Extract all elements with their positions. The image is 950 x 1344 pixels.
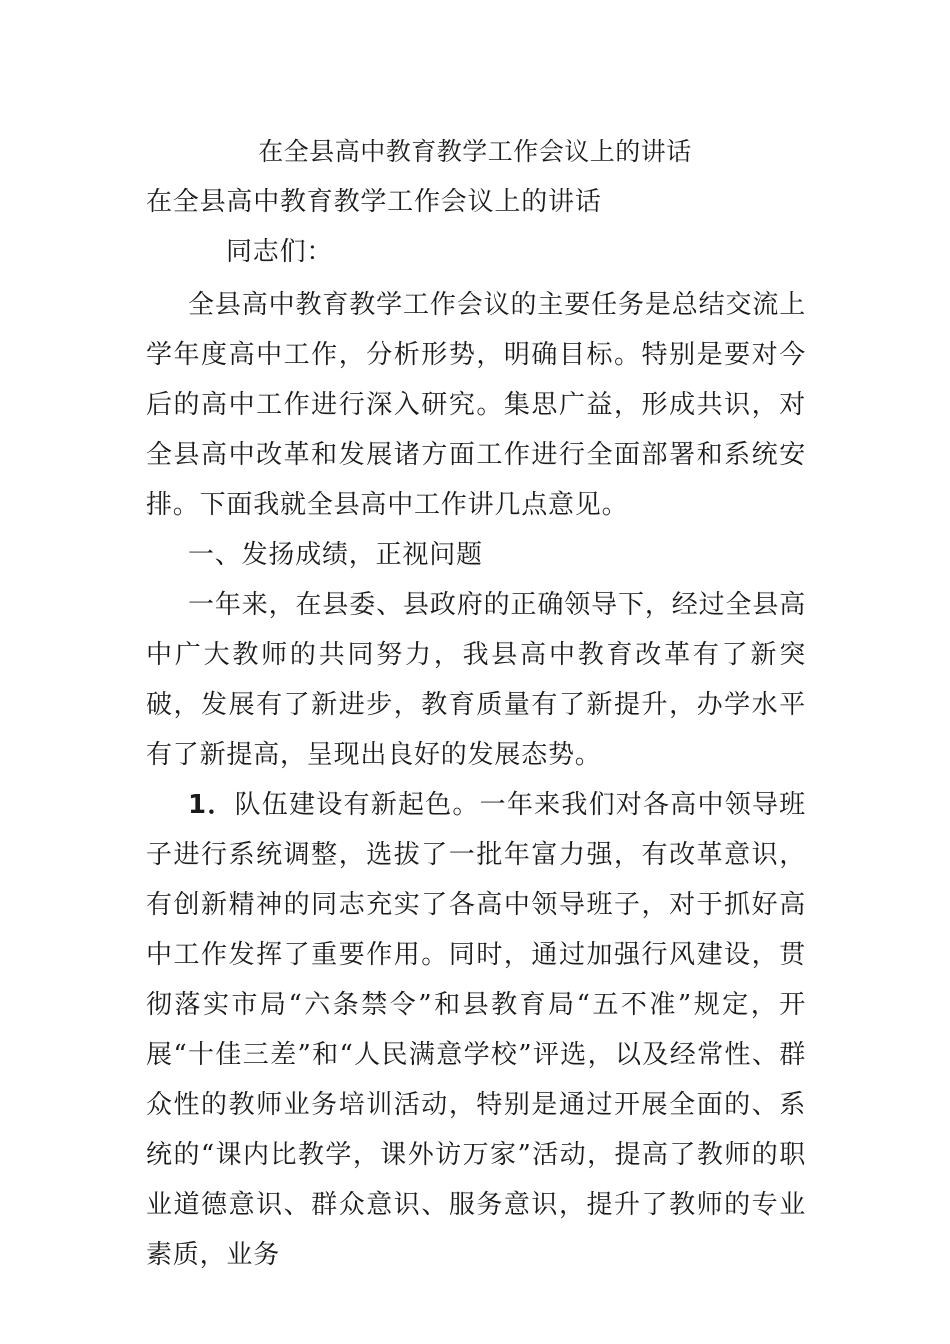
intro-paragraph: 全县高中教育教学工作会议的主要任务是总结交流上学年度高中工作，分析形势，明确目标。特别是要对今后的高中工作进行深入研究。集思广益，形成共识，对全县高中改革和发展诸方面工作进行全面部署和系统安排。下面我就全县高中工作讲几点意见。 — [146, 290, 806, 520]
item-1-number: 1． — [188, 790, 235, 820]
summary-paragraph: 一年来，在县委、县政府的正确领导下，经过全县高中广大教师的共同努力，我县高中教育改革有了新突破，发展有了新进步，教育质量有了新提升，办学水平有了新提高，呈现出良好的发展态势。 — [146, 590, 806, 770]
greeting: 同志们： — [226, 237, 334, 267]
item-1-text: 队伍建设有新起色。一年来我们对各高中领导班子进行系统调整，选拔了一批年富力强，有改革意识，有创新精神的同志充实了各高中领导班子，对于抓好高中工作发挥了重要作用。同时，通过加强行风建设，贯彻落实市局“六条禁令”和县教育局“五不准”规定，开展“十佳三差”和“人民满意学校”评选，以及经常性、群众性的教师业务培训活动，特别是通过开展全面的、系统的“课内比教学，课外访万家”活动，提高了教师的职业道德意识、群众意识、服务意识，提升了教师的专业素质，业务 — [146, 790, 806, 1270]
item-1-paragraph — [146, 780, 806, 1280]
document-body — [146, 280, 806, 1280]
document-title: 在全县高中教育教学工作会议上的讲话 — [258, 137, 692, 166]
speech-heading: 在全县高中教育教学工作会议上的讲话 — [146, 187, 602, 217]
section-heading: 一、发扬成绩，正视问题 — [188, 540, 483, 570]
